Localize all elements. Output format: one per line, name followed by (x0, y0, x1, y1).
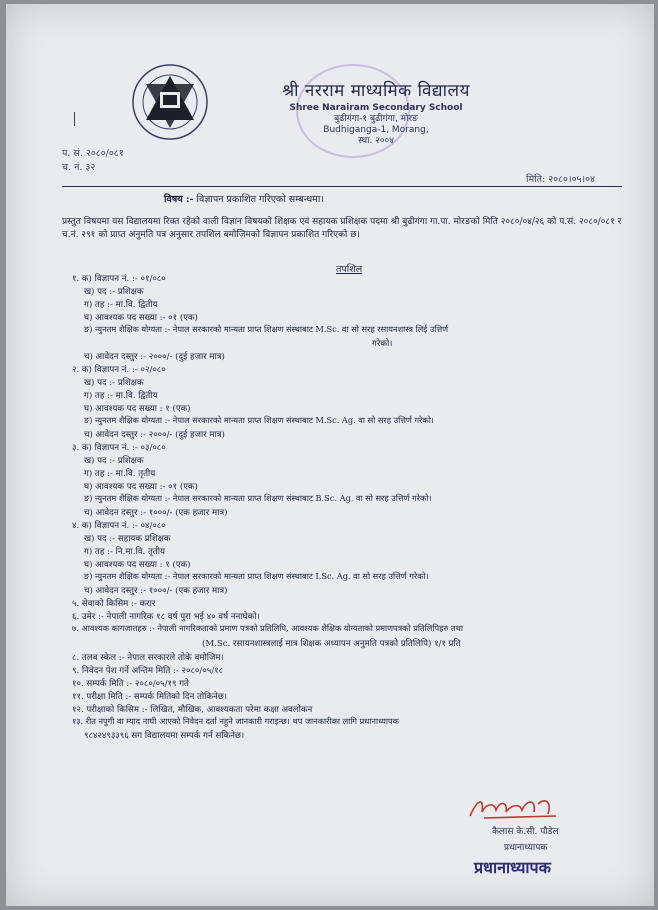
list-item: (M.Sc. रसायनशास्त्रलाई मात्र शिक्षक अध्यापन अनुमति पत्रको प्रतिलिपि) १/१ प्रति (202, 639, 461, 649)
intro-paragraph: प्रस्तुत विषयमा यस विद्यालयमा रिक्त रहेको वाली विज्ञान विषयको शिक्षक एवं सहायक प्रशिक्षक पदमा श्री बुढीगंगा गा.पा. मोरङको मिति २०८०/०४/२६ को प.सं. २०८०/०८१ र च.नं. २९१ को प्राप्त अनुमति पत्र अनुसार तपशिल बमोजिमको विज्ञापन प्रकाशित गरिएको छ। (62, 217, 622, 240)
list-item: ङ) न्युनतम शैक्षिक योग्यता :- नेपाल सरकारको मान्यता प्राप्त शिक्षण संस्थाबाट I.Sc. Ag. वा सो सरह उत्तिर्ण गरेको। (84, 571, 429, 581)
signatory-name: कैलास के.सी. पौडेल (492, 827, 559, 837)
list-item: १३. रीत नपुगी वा म्याद नाघी आएको निवेदन दर्ता नहुने जानकारी गराइन्छ। थप जानकारीका लागि प्रधानाध्यापक (72, 716, 399, 726)
list-item: १०. सम्पर्क मिति :- २०८०/०५/१९ गते (72, 679, 189, 689)
signature-mark (464, 794, 564, 822)
list-item: २. क) विज्ञापन नं. :- ०२/०८० (72, 365, 166, 375)
designation-stamp: प्रधानाध्यापक (474, 858, 551, 877)
list-item: ग) तह :- मा.वि. द्वितीय (84, 300, 158, 310)
list-item: ३. क) विज्ञापन नं. :- ०३/०८० (72, 443, 166, 453)
list-item: च) आवेदन दस्तुर :- १०००/- (एक हजार मात्र) (84, 586, 228, 596)
subject-label: विषय :- (164, 194, 194, 205)
list-item: घ) आवश्यक पद सख्या :- ०१ (एक) (84, 482, 198, 492)
list-item: च) आवेदन दस्तुर :- २०००/- (दुई हजार मात्र) (84, 352, 225, 362)
signatory-title: प्रधानाध्यापक (504, 843, 548, 853)
subject-text: विज्ञापन प्रकाशित गरिएको सम्बन्धमा। (196, 194, 324, 205)
list-item: ९. निवेदन पेश गर्ने अन्तिम मिति :- २०८०/०५/१८ (72, 666, 224, 676)
letter-reference-number: प. सं. २०८०/०८१ (62, 148, 124, 159)
list-item: ख) पद :- प्रशिक्षक (84, 456, 144, 466)
margin-mark (74, 112, 75, 126)
list-item: ङ) न्युनतम शैक्षिक योग्यता :- नेपाल सरकारको मान्यता प्राप्त शिक्षण संस्थाबाट M.Sc. Ag. वा सो सरह उत्तिर्ण गरेको। (84, 415, 434, 425)
list-item: ख) पद :- प्रशिक्षक (84, 378, 144, 388)
letter-date: मिति: २०८०।०५।०४ (526, 174, 595, 185)
header-divider (62, 186, 622, 187)
list-item: ४. क) विज्ञापन नं. :- ०४/०८० (72, 521, 166, 531)
list-item: घ) आवश्यक पद सख्या :- ०१ (एक) (84, 313, 198, 323)
list-item: ६. उमेर :- नेपाली नागरिक १८ वर्ष पुरा भई ४० वर्ष ननाघेको। (72, 612, 260, 622)
list-item: १२. परीक्षाको किसिम :- लिखित, मौखिक, आवश्यकता परेमा कक्षा अवलोकन (72, 705, 313, 715)
list-item: ८. तलब स्केल :- नेपाल सरकारले तोके बमोजिम। (72, 653, 224, 663)
list-item: ग) तह :- मा.वि. द्वितीय (84, 391, 158, 401)
list-item: ग) तह :- मा.वि. तृतीय (84, 469, 156, 479)
document-page (6, 4, 654, 906)
list-item: ९८४२४९३३९६ सग विद्यालयमा सम्पर्क गर्न सकिनेछ। (84, 731, 245, 741)
school-name-nepali: श्री नरराम माध्यमिक विद्यालय (282, 81, 470, 101)
list-item: ग) तह :- नि.मा.वि. तृतीय (84, 547, 165, 557)
list-item: ङ) न्युनतम शैक्षिक योग्यता :- नेपाल सरकारको मान्यता प्राप्त शिक्षण संस्थाबाट B.Sc. Ag. वा सो सरह उत्तिर्ण गरेको। (84, 493, 432, 503)
list-item: ७. आवश्यक कागजातहरु :- नेपाली नागरिकताको प्रमाण पत्रको प्रतिलिपि, आवश्यक शैक्षिक योग्यताको प्रमाणपत्रको प्रतिलिपिहरु तथा (72, 623, 463, 633)
dispatch-number: च. नं. ३२ (62, 162, 96, 173)
list-item: ङ) न्युनतम शैक्षिक योग्यता :- नेपाल सरकारको मान्यता प्राप्त शिक्षण संस्थाबाट M.Sc. वा सो सरह रसायनशास्त्र लिई उत्तिर्ण (84, 324, 449, 334)
details-heading: तपशिल (336, 264, 363, 275)
list-item: ख) पद :- प्रशिक्षक (84, 287, 144, 297)
list-item: १. क) विज्ञापन नं. :- ०१/०८० (72, 274, 166, 284)
school-name-english: Shree Narairam Secondary School (289, 103, 463, 113)
list-item: घ) आवश्यक पद सख्या : १ (एक) (84, 560, 191, 570)
list-item: घ) आवश्यक पद सख्या : १ (एक) (84, 404, 191, 414)
list-item: ११. परीक्षा मिति :- सम्पर्क मितिको दिन तोकिनेछ। (72, 692, 227, 702)
subject-line (164, 192, 324, 205)
letterhead (246, 78, 506, 147)
school-logo (130, 62, 210, 142)
established-year: स्था. २००४ (358, 136, 394, 146)
list-item: च) आवेदन दस्तुर :- १०००/- (एक हजार मात्र) (84, 508, 228, 518)
list-item: ५. सेवाको किसिम :- करार (72, 599, 156, 609)
address-english: Budhiganga-1, Morang, (323, 125, 429, 135)
list-item: गरेको। (372, 339, 393, 349)
address-nepali: बुढीगंगा-१ बुढीगंगा, मोरङ (334, 114, 418, 124)
list-item: च) आवेदन दस्तुर :- २०००/- (दुई हजार मात्र) (84, 430, 225, 440)
list-item: ख) पद :- सहायक प्रशिक्षक (84, 534, 171, 544)
